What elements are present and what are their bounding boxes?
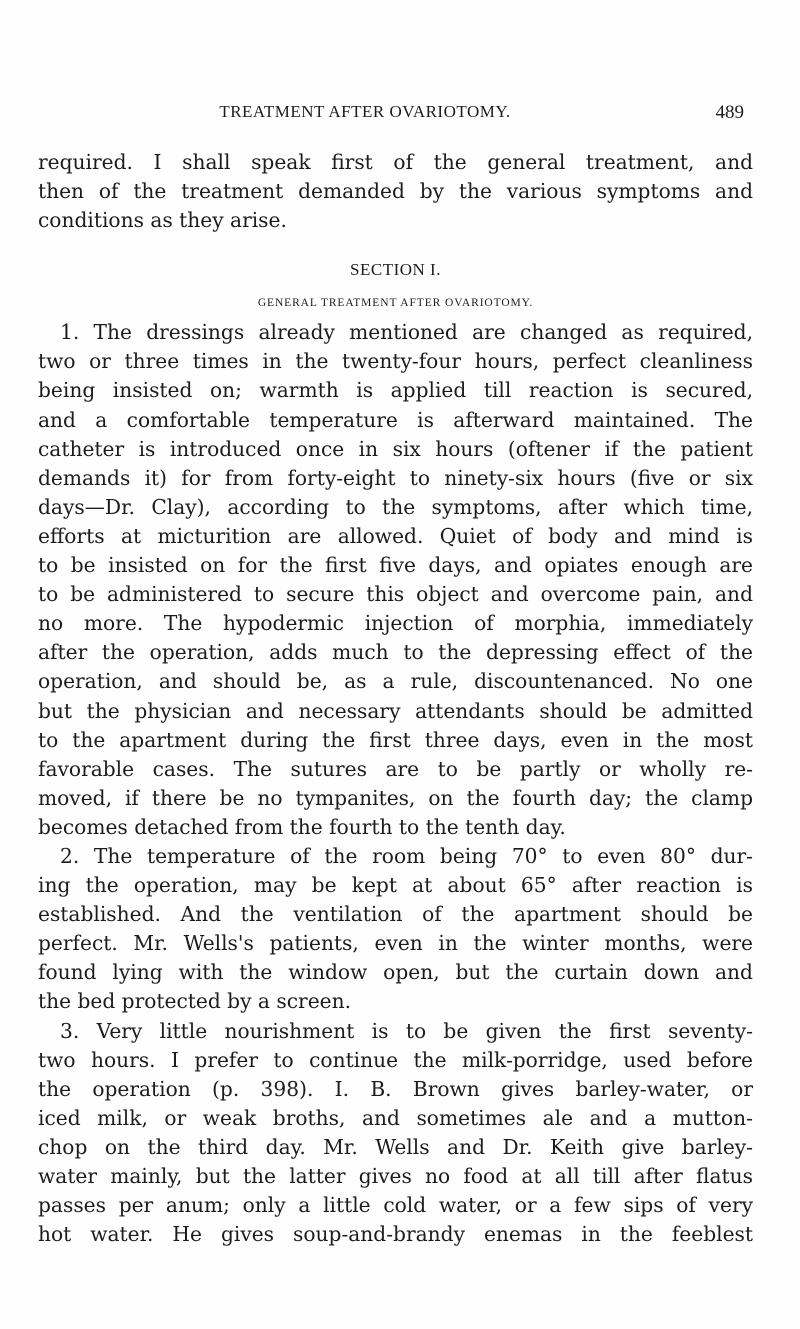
running-head [40, 100, 760, 130]
section-heading: SECTION I. [350, 260, 441, 280]
text-line: 3. Very little nourishment is to be given the first seventy- [60, 1018, 753, 1043]
text-line: favorable cases. The sutures are to be partly or wholly re- [38, 756, 753, 781]
text-line: hot water. He gives soup-and-brandy enemas in the feeblest [38, 1222, 753, 1247]
text-line: perfect. Mr. Wells's patients, even in the winter months, were [38, 931, 753, 956]
text-line: but the physician and necessary attendants should be admitted [38, 698, 753, 723]
paragraph-3 [38, 1017, 753, 1250]
text-line: two or three times in the twenty-four hours, perfect cleanliness [38, 349, 753, 374]
text-line: required. I shall speak first of the general treatment, and [38, 150, 753, 174]
text-line: demands it) for from forty-eight to ninety-six hours (five or six [38, 465, 753, 490]
text-line: 1. The dressings already mentioned are changed as required, [60, 320, 753, 345]
text-line: water mainly, but the latter gives no food at all till after flatus [38, 1164, 753, 1188]
text-line: found lying with the window open, but the curtain down and [38, 960, 753, 985]
text-line: then of the treatment demanded by the various symptoms and [38, 179, 753, 204]
text-line: to be insisted on for the first five days, and opiates enough are [38, 553, 753, 578]
text-line: catheter is introduced once in six hours (oftener if the patient [38, 436, 753, 461]
text-line: efforts at micturition are allowed. Quiet of body and mind is [38, 523, 753, 548]
text-line: being insisted on; warmth is applied till reaction is secured, [38, 378, 753, 403]
text-line: to the apartment during the first three days, even in the most [38, 727, 753, 752]
page-number: 489 [715, 102, 744, 123]
text-line: iced milk, or weak broths, and sometimes ale and a mutton- [38, 1105, 753, 1130]
intro-paragraph [38, 148, 753, 235]
text-line: days—Dr. Clay), according to the symptoms, after which time, [38, 494, 753, 519]
text-line: the operation (p. 398). I. B. Brown gives barley-water, or [38, 1076, 753, 1101]
paragraph-2 [38, 842, 753, 1017]
running-title: TREATMENT AFTER OVARIOTOMY. [219, 102, 511, 121]
text-line: operation, and should be, as a rule, discountenanced. No one [38, 669, 753, 694]
text-line: 2. The temperature of the room being 70° to even 80° dur- [60, 843, 753, 868]
text-line: moved, if there be no tympanites, on the fourth day; the clamp [38, 785, 753, 810]
text-line: to be administered to secure this object and overcome pain, and [38, 582, 753, 607]
text-line: passes per anum; only a little cold water, or a few sips of very [38, 1193, 753, 1218]
text-line: after the operation, adds much to the depressing effect of the [38, 640, 753, 665]
text-line: no more. The hypodermic injection of morphia, immediately [38, 611, 753, 636]
text-line: ing the operation, may be kept at about 65° after reaction is [38, 873, 753, 898]
text-line: established. And the ventilation of the apartment should be [38, 902, 753, 927]
text-line: conditions as they arise. [38, 208, 287, 233]
text-line: chop on the third day. Mr. Wells and Dr. Keith give barley- [38, 1134, 753, 1159]
text-line: two hours. I prefer to continue the milk-porridge, used before [38, 1047, 753, 1072]
paragraph-1 [38, 318, 753, 842]
section-subheading: GENERAL TREATMENT AFTER OVARIOTOMY. [257, 297, 534, 310]
text-line: the bed protected by a screen. [38, 989, 352, 1014]
body-text [38, 148, 753, 1249]
text-line: and a comfortable temperature is afterward maintained. The [38, 407, 753, 432]
text-line: becomes detached from the fourth to the tenth day. [38, 814, 566, 839]
